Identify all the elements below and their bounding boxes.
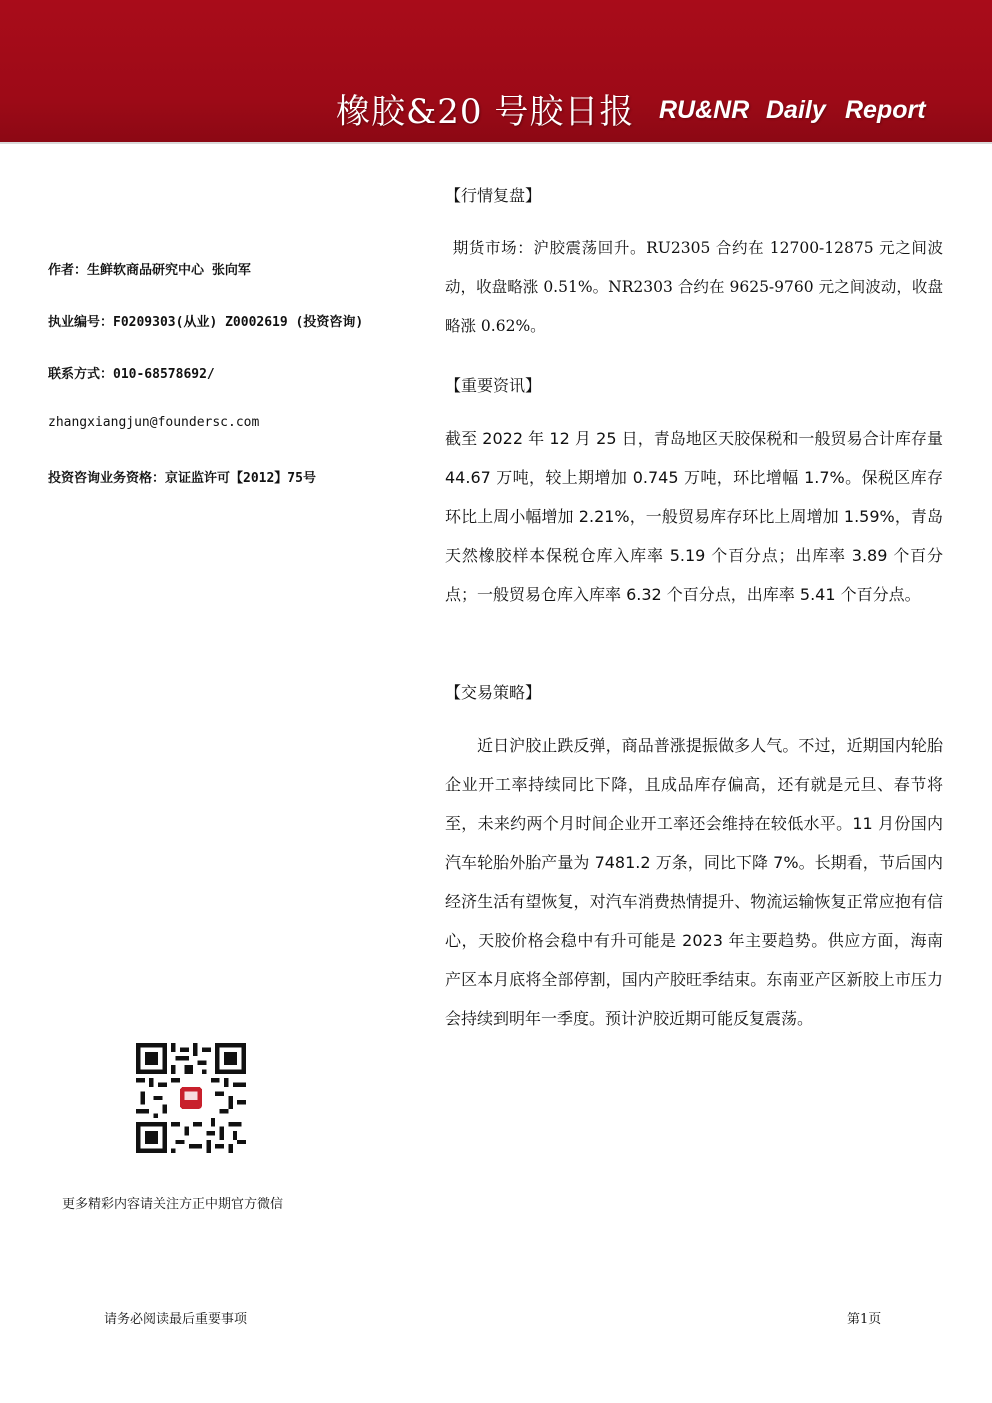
- qr-caption: 更多精彩内容请关注方正中期官方微信: [62, 1197, 284, 1212]
- header-divider: [0, 142, 992, 144]
- contact-email[interactable]: zhangxiangjun@foundersc.com: [48, 415, 260, 430]
- section-heading-key-news: 【重要资讯】: [445, 376, 542, 395]
- report-title-en-3: Report: [845, 96, 926, 124]
- section-heading-market-review: 【行情复盘】: [445, 186, 542, 205]
- contact-phone: 联系方式：010-68578692/: [48, 367, 215, 382]
- report-title-en-2: Daily: [766, 96, 826, 124]
- author-line: 作者：生鲜软商品研究中心 张向军: [48, 263, 251, 278]
- wechat-qr-code-icon: [136, 1043, 246, 1153]
- market-review-paragraph: 期货市场：沪胶震荡回升。RU2305 合约在 12700-12875 元之间波动，收盘略涨 0.51%。NR2303 合约在 9625-9760 元之间波动，收盘略涨 0.62%。: [445, 239, 943, 335]
- qualification-line: 投资咨询业务资格：京证监许可【2012】75号: [48, 471, 316, 486]
- section-heading-trading-strategy: 【交易策略】: [445, 683, 542, 702]
- report-title-cn: 橡胶&20 号胶日报: [336, 92, 635, 132]
- license-number: 执业编号：F0209303(从业) Z0002619 (投资咨询): [48, 315, 364, 330]
- report-title-en-1: RU&NR: [659, 96, 750, 124]
- footer-disclaimer: 请务必阅读最后重要事项: [104, 1312, 248, 1327]
- trading-strategy-paragraph: 近日沪胶止跌反弹，商品普涨提振做多人气。不过，近期国内轮胎企业开工率持续同比下降，且成品库存偏高，还有就是元旦、春节将至，未来约两个月时间企业开工率还会维持在较低水平。11 月份国内汽车轮胎外胎产量为 7481.2 万条，同比下降 7%。长期看，节后国内经济生活有望恢复，对汽车消费热情提升、物流运输恢复正常应抱有信心，天胶价格会稳中有升可能是 2023 年主要趋势。供应方面，海南产区本月底将全部停割，国内产胶旺季结束。东南亚产区新胶上市压力会持续到明年一季度。预计沪胶近期可能反复震荡。: [445, 736, 943, 1028]
- key-news-paragraph: 截至 2022 年 12 月 25 日，青岛地区天胶保税和一般贸易合计库存量 44.67 万吨，较上期增加 0.745 万吨，环比增幅 1.7%。保税区库存环比上周小幅增加 2.21%，一般贸易库存环比上周增加 1.59%，青岛天然橡胶样本保税仓库入库率 5.19 个百分点；出库率 3.89 个百分点；一般贸易仓库入库率 6.32 个百分点，出库率 5.41 个百分点。: [445, 429, 943, 604]
- page-number: 第1页: [847, 1312, 882, 1327]
